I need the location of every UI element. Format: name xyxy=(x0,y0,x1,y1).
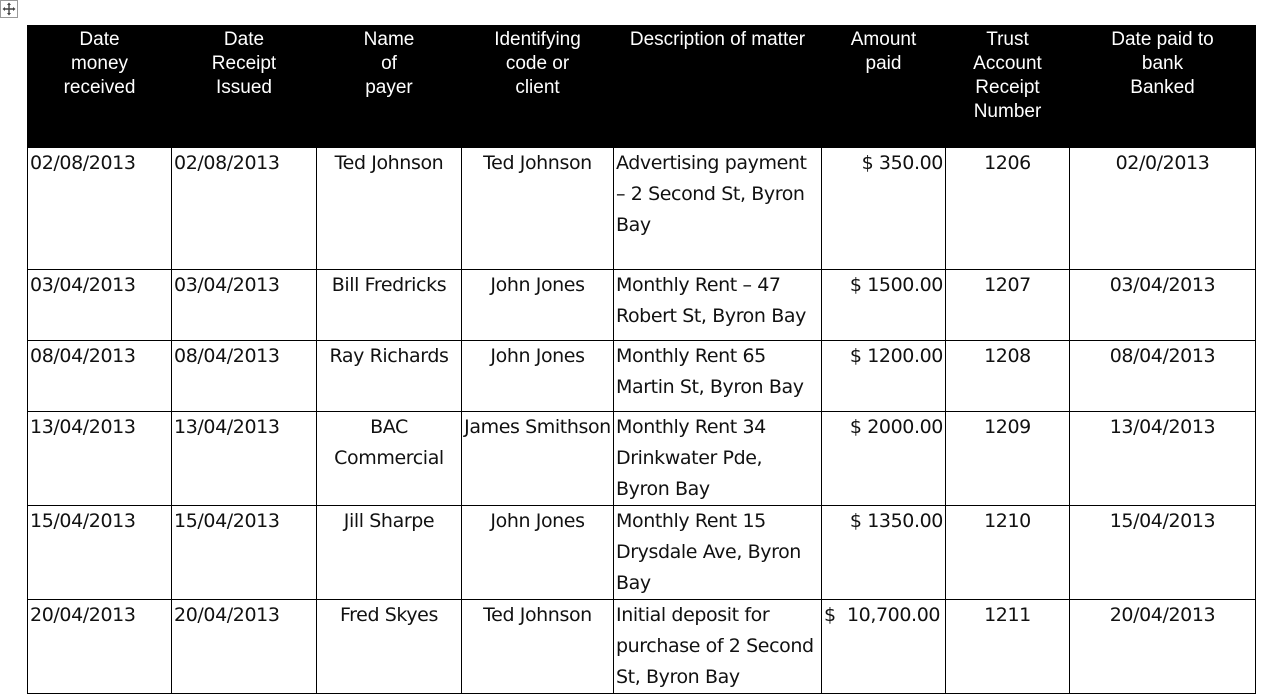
cell-date-banked: 15/04/2013 xyxy=(1070,506,1256,600)
cell-payer: Bill Fredricks xyxy=(317,270,462,341)
cell-date-banked: 20/04/2013 xyxy=(1070,600,1256,694)
table-row xyxy=(28,148,1256,270)
cell-amount: $ 1500.00 xyxy=(822,270,946,341)
cell-payer: Fred Skyes xyxy=(317,600,462,694)
cell-description: Monthly Rent 15 Drysdale Ave, Byron Bay xyxy=(614,506,822,600)
cell-payer: Ray Richards xyxy=(317,341,462,412)
cell-date-banked: 13/04/2013 xyxy=(1070,412,1256,506)
table-header-row xyxy=(28,26,1256,148)
cell-receipt-number: 1207 xyxy=(946,270,1070,341)
cell-amount: $ 1200.00 xyxy=(822,341,946,412)
header-receipt-number: Trust Account Receipt Number xyxy=(946,26,1070,148)
trust-account-ledger-table xyxy=(27,25,1256,694)
cell-client: Ted Johnson xyxy=(462,148,614,270)
cell-date-banked: 08/04/2013 xyxy=(1070,341,1256,412)
cell-date-receipt: 20/04/2013 xyxy=(172,600,317,694)
cell-amount: $ 1350.00 xyxy=(822,506,946,600)
four-arrows-move-icon xyxy=(2,2,16,16)
cell-date-received: 03/04/2013 xyxy=(28,270,172,341)
cell-payer: Jill Sharpe xyxy=(317,506,462,600)
cell-date-receipt: 02/08/2013 xyxy=(172,148,317,270)
table-row xyxy=(28,506,1256,600)
cell-client: John Jones xyxy=(462,506,614,600)
header-description: Description of matter xyxy=(614,26,822,148)
cell-date-received: 15/04/2013 xyxy=(28,506,172,600)
table-move-handle[interactable] xyxy=(0,0,18,18)
cell-description: Advertising payment – 2 Second St, Byron Bay xyxy=(614,148,822,270)
cell-client: John Jones xyxy=(462,270,614,341)
header-name-of-payer: Name of payer xyxy=(317,26,462,148)
table-row xyxy=(28,412,1256,506)
cell-amount: $ 350.00 xyxy=(822,148,946,270)
cell-receipt-number: 1210 xyxy=(946,506,1070,600)
cell-description: Monthly Rent 34 Drinkwater Pde, Byron Bay xyxy=(614,412,822,506)
table-row xyxy=(28,600,1256,694)
cell-receipt-number: 1206 xyxy=(946,148,1070,270)
table-row xyxy=(28,341,1256,412)
cell-date-received: 02/08/2013 xyxy=(28,148,172,270)
header-date-banked: Date paid to bank Banked xyxy=(1070,26,1256,148)
cell-date-banked: 03/04/2013 xyxy=(1070,270,1256,341)
cell-date-received: 13/04/2013 xyxy=(28,412,172,506)
cell-receipt-number: 1208 xyxy=(946,341,1070,412)
cell-receipt-number: 1211 xyxy=(946,600,1070,694)
cell-payer: Ted Johnson xyxy=(317,148,462,270)
cell-receipt-number: 1209 xyxy=(946,412,1070,506)
cell-description: Monthly Rent – 47 Robert St, Byron Bay xyxy=(614,270,822,341)
cell-payer: BAC Commercial xyxy=(317,412,462,506)
header-identifying-code: Identifying code or client xyxy=(462,26,614,148)
cell-client: John Jones xyxy=(462,341,614,412)
header-date-receipt-issued: Date Receipt Issued xyxy=(172,26,317,148)
cell-date-receipt: 15/04/2013 xyxy=(172,506,317,600)
header-date-money-received: Date money received xyxy=(28,26,172,148)
cell-date-receipt: 08/04/2013 xyxy=(172,341,317,412)
cell-date-received: 20/04/2013 xyxy=(28,600,172,694)
cell-date-receipt: 03/04/2013 xyxy=(172,270,317,341)
cell-description: Initial deposit for purchase of 2 Second St, Byron Bay xyxy=(614,600,822,694)
cell-date-banked: 02/0/2013 xyxy=(1070,148,1256,270)
cell-date-received: 08/04/2013 xyxy=(28,341,172,412)
cell-date-receipt: 13/04/2013 xyxy=(172,412,317,506)
cell-client: Ted Johnson xyxy=(462,600,614,694)
cell-description: Monthly Rent 65 Martin St, Byron Bay xyxy=(614,341,822,412)
cell-client: James Smithson xyxy=(462,412,614,506)
cell-amount: $ 2000.00 xyxy=(822,412,946,506)
header-amount-paid: Amount paid xyxy=(822,26,946,148)
cell-amount: $ 10,700.00 xyxy=(822,600,946,694)
table-row xyxy=(28,270,1256,341)
